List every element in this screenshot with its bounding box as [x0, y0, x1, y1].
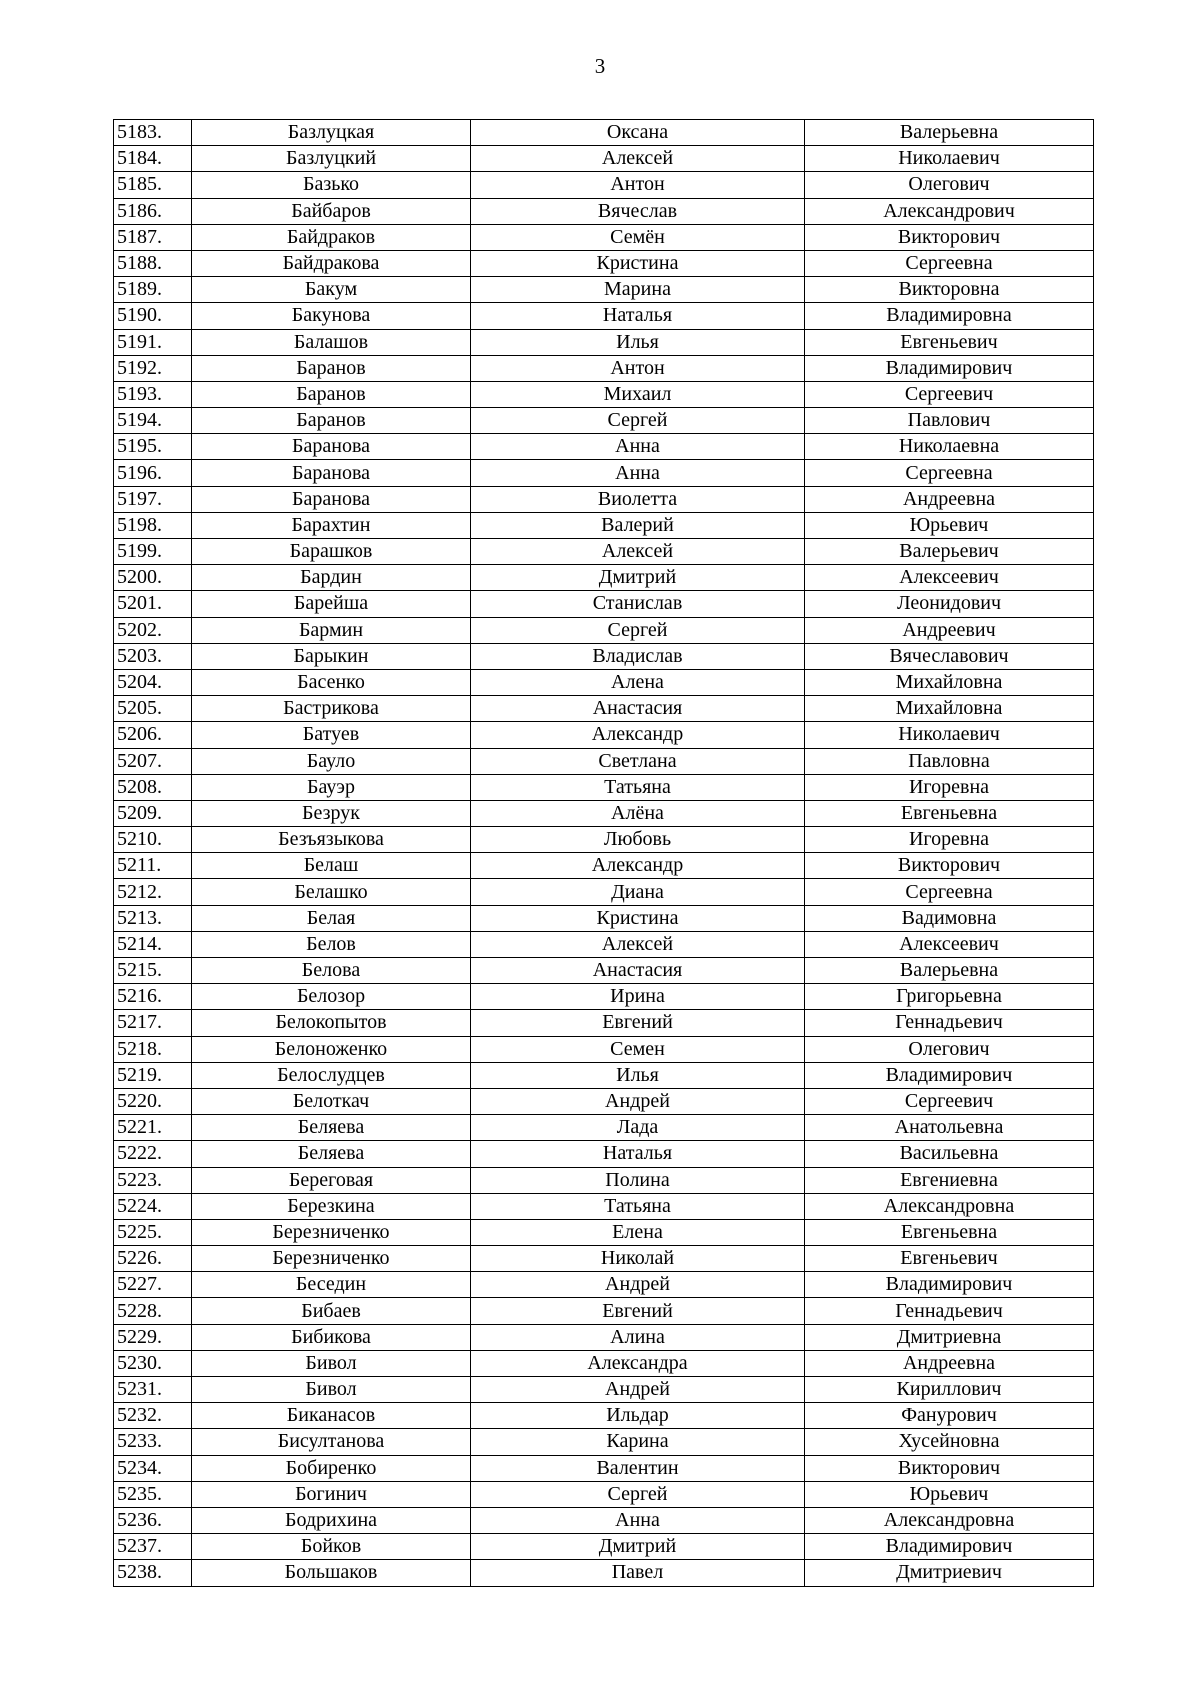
patronymic-cell: Евгениевна [805, 1167, 1094, 1193]
surname-cell: Барашков [192, 539, 471, 565]
table-row [114, 879, 1094, 905]
first-name-cell: Алёна [471, 800, 805, 826]
table-row [114, 381, 1094, 407]
table-row [114, 250, 1094, 276]
patronymic-cell: Валерьевна [805, 120, 1094, 146]
table-row [114, 1403, 1094, 1429]
patronymic-cell: Сергеевна [805, 250, 1094, 276]
patronymic-cell: Александрович [805, 198, 1094, 224]
patronymic-cell: Евгеньевна [805, 1219, 1094, 1245]
patronymic-cell: Александровна [805, 1507, 1094, 1533]
surname-cell: Баранов [192, 408, 471, 434]
surname-cell: Барейша [192, 591, 471, 617]
row-number-cell: 5203. [114, 643, 192, 669]
patronymic-cell: Кириллович [805, 1377, 1094, 1403]
patronymic-cell: Олегович [805, 172, 1094, 198]
surname-cell: Бардин [192, 565, 471, 591]
table-row [114, 355, 1094, 381]
first-name-cell: Антон [471, 355, 805, 381]
table-row [114, 1219, 1094, 1245]
patronymic-cell: Евгеньевна [805, 800, 1094, 826]
row-number-cell: 5231. [114, 1377, 192, 1403]
name-list-table [113, 119, 1094, 1587]
table-row [114, 984, 1094, 1010]
table-row [114, 853, 1094, 879]
patronymic-cell: Викторович [805, 1455, 1094, 1481]
first-name-cell: Станислав [471, 591, 805, 617]
first-name-cell: Николай [471, 1246, 805, 1272]
surname-cell: Белов [192, 931, 471, 957]
surname-cell: Береговая [192, 1167, 471, 1193]
surname-cell: Бастрикова [192, 696, 471, 722]
first-name-cell: Михаил [471, 381, 805, 407]
row-number-cell: 5206. [114, 722, 192, 748]
row-number-cell: 5236. [114, 1507, 192, 1533]
table-row [114, 905, 1094, 931]
surname-cell: Бауэр [192, 774, 471, 800]
row-number-cell: 5230. [114, 1350, 192, 1376]
first-name-cell: Алексей [471, 539, 805, 565]
table-row [114, 1167, 1094, 1193]
first-name-cell: Дмитрий [471, 565, 805, 591]
row-number-cell: 5208. [114, 774, 192, 800]
row-number-cell: 5234. [114, 1455, 192, 1481]
first-name-cell: Оксана [471, 120, 805, 146]
table-row [114, 591, 1094, 617]
surname-cell: Байбаров [192, 198, 471, 224]
first-name-cell: Марина [471, 277, 805, 303]
row-number-cell: 5215. [114, 958, 192, 984]
row-number-cell: 5200. [114, 565, 192, 591]
surname-cell: Барахтин [192, 512, 471, 538]
surname-cell: Бодрихина [192, 1507, 471, 1533]
first-name-cell: Илья [471, 329, 805, 355]
table-row [114, 1246, 1094, 1272]
table-row [114, 1193, 1094, 1219]
first-name-cell: Сергей [471, 617, 805, 643]
patronymic-cell: Юрьевич [805, 512, 1094, 538]
surname-cell: Богинич [192, 1481, 471, 1507]
table-row [114, 1062, 1094, 1088]
surname-cell: Большаков [192, 1560, 471, 1586]
patronymic-cell: Вадимовна [805, 905, 1094, 931]
table-row [114, 408, 1094, 434]
patronymic-cell: Михайловна [805, 669, 1094, 695]
row-number-cell: 5237. [114, 1534, 192, 1560]
surname-cell: Безъязыкова [192, 827, 471, 853]
row-number-cell: 5202. [114, 617, 192, 643]
patronymic-cell: Анатольевна [805, 1115, 1094, 1141]
first-name-cell: Анна [471, 460, 805, 486]
row-number-cell: 5219. [114, 1062, 192, 1088]
table-row [114, 800, 1094, 826]
surname-cell: Безрук [192, 800, 471, 826]
row-number-cell: 5212. [114, 879, 192, 905]
table-row [114, 643, 1094, 669]
row-number-cell: 5185. [114, 172, 192, 198]
row-number-cell: 5184. [114, 146, 192, 172]
first-name-cell: Илья [471, 1062, 805, 1088]
first-name-cell: Наталья [471, 1141, 805, 1167]
table-row [114, 1088, 1094, 1114]
first-name-cell: Алексей [471, 931, 805, 957]
row-number-cell: 5190. [114, 303, 192, 329]
patronymic-cell: Андреевич [805, 617, 1094, 643]
first-name-cell: Кристина [471, 905, 805, 931]
first-name-cell: Валентин [471, 1455, 805, 1481]
first-name-cell: Сергей [471, 408, 805, 434]
row-number-cell: 5186. [114, 198, 192, 224]
first-name-cell: Карина [471, 1429, 805, 1455]
patronymic-cell: Вячеславович [805, 643, 1094, 669]
row-number-cell: 5192. [114, 355, 192, 381]
table-row [114, 827, 1094, 853]
surname-cell: Бауло [192, 748, 471, 774]
first-name-cell: Сергей [471, 1481, 805, 1507]
row-number-cell: 5194. [114, 408, 192, 434]
table-row [114, 958, 1094, 984]
surname-cell: Бармин [192, 617, 471, 643]
table-row [114, 722, 1094, 748]
table-row [114, 1324, 1094, 1350]
first-name-cell: Евгений [471, 1298, 805, 1324]
table-row [114, 329, 1094, 355]
first-name-cell: Александр [471, 722, 805, 748]
surname-cell: Баранова [192, 434, 471, 460]
patronymic-cell: Фанурович [805, 1403, 1094, 1429]
name-list-body [114, 120, 1094, 1587]
table-row [114, 512, 1094, 538]
table-row [114, 1560, 1094, 1586]
row-number-cell: 5205. [114, 696, 192, 722]
patronymic-cell: Евгеньевич [805, 1246, 1094, 1272]
first-name-cell: Семён [471, 224, 805, 250]
first-name-cell: Антон [471, 172, 805, 198]
patronymic-cell: Игоревна [805, 827, 1094, 853]
patronymic-cell: Валерьевич [805, 539, 1094, 565]
table-row [114, 748, 1094, 774]
patronymic-cell: Павловна [805, 748, 1094, 774]
surname-cell: Баранова [192, 486, 471, 512]
patronymic-cell: Михайловна [805, 696, 1094, 722]
patronymic-cell: Владимирович [805, 1062, 1094, 1088]
surname-cell: Байдракова [192, 250, 471, 276]
patronymic-cell: Сергеевич [805, 1088, 1094, 1114]
surname-cell: Белова [192, 958, 471, 984]
first-name-cell: Александра [471, 1350, 805, 1376]
table-row [114, 1534, 1094, 1560]
first-name-cell: Владислав [471, 643, 805, 669]
surname-cell: Белашко [192, 879, 471, 905]
patronymic-cell: Владимирович [805, 1272, 1094, 1298]
row-number-cell: 5214. [114, 931, 192, 957]
patronymic-cell: Алексеевич [805, 931, 1094, 957]
surname-cell: Белозор [192, 984, 471, 1010]
patronymic-cell: Геннадьевич [805, 1010, 1094, 1036]
table-row [114, 565, 1094, 591]
surname-cell: Бибикова [192, 1324, 471, 1350]
table-row [114, 931, 1094, 957]
first-name-cell: Алена [471, 669, 805, 695]
table-row [114, 1350, 1094, 1376]
patronymic-cell: Владимирович [805, 355, 1094, 381]
table-row [114, 696, 1094, 722]
table-row [114, 172, 1094, 198]
row-number-cell: 5216. [114, 984, 192, 1010]
patronymic-cell: Олегович [805, 1036, 1094, 1062]
surname-cell: Басенко [192, 669, 471, 695]
surname-cell: Биканасов [192, 1403, 471, 1429]
surname-cell: Березкина [192, 1193, 471, 1219]
row-number-cell: 5211. [114, 853, 192, 879]
first-name-cell: Татьяна [471, 774, 805, 800]
first-name-cell: Дмитрий [471, 1534, 805, 1560]
surname-cell: Баранова [192, 460, 471, 486]
surname-cell: Бобиренко [192, 1455, 471, 1481]
surname-cell: Березниченко [192, 1219, 471, 1245]
surname-cell: Белоноженко [192, 1036, 471, 1062]
surname-cell: Байдраков [192, 224, 471, 250]
surname-cell: Баранов [192, 355, 471, 381]
first-name-cell: Анастасия [471, 958, 805, 984]
patronymic-cell: Юрьевич [805, 1481, 1094, 1507]
table-row [114, 198, 1094, 224]
first-name-cell: Евгений [471, 1010, 805, 1036]
first-name-cell: Анастасия [471, 696, 805, 722]
table-row [114, 434, 1094, 460]
surname-cell: Бакунова [192, 303, 471, 329]
table-row [114, 277, 1094, 303]
patronymic-cell: Валерьевна [805, 958, 1094, 984]
first-name-cell: Елена [471, 1219, 805, 1245]
table-row [114, 224, 1094, 250]
first-name-cell: Андрей [471, 1088, 805, 1114]
row-number-cell: 5204. [114, 669, 192, 695]
patronymic-cell: Николаевич [805, 146, 1094, 172]
row-number-cell: 5225. [114, 1219, 192, 1245]
table-row [114, 303, 1094, 329]
row-number-cell: 5188. [114, 250, 192, 276]
row-number-cell: 5220. [114, 1088, 192, 1114]
first-name-cell: Ильдар [471, 1403, 805, 1429]
table-row [114, 669, 1094, 695]
patronymic-cell: Александровна [805, 1193, 1094, 1219]
row-number-cell: 5210. [114, 827, 192, 853]
table-row [114, 1377, 1094, 1403]
table-row [114, 120, 1094, 146]
table-row [114, 1481, 1094, 1507]
patronymic-cell: Андреевна [805, 1350, 1094, 1376]
surname-cell: Беседин [192, 1272, 471, 1298]
table-row [114, 1272, 1094, 1298]
row-number-cell: 5201. [114, 591, 192, 617]
surname-cell: Балашов [192, 329, 471, 355]
patronymic-cell: Николаевна [805, 434, 1094, 460]
row-number-cell: 5232. [114, 1403, 192, 1429]
row-number-cell: 5189. [114, 277, 192, 303]
patronymic-cell: Владимирович [805, 1534, 1094, 1560]
surname-cell: Белоткач [192, 1088, 471, 1114]
page-number: 3 [594, 54, 606, 78]
row-number-cell: 5195. [114, 434, 192, 460]
patronymic-cell: Сергеевич [805, 381, 1094, 407]
first-name-cell: Алина [471, 1324, 805, 1350]
patronymic-cell: Сергеевна [805, 879, 1094, 905]
patronymic-cell: Хусейновна [805, 1429, 1094, 1455]
surname-cell: Белаш [192, 853, 471, 879]
table-row [114, 539, 1094, 565]
patronymic-cell: Геннадьевич [805, 1298, 1094, 1324]
first-name-cell: Светлана [471, 748, 805, 774]
row-number-cell: 5233. [114, 1429, 192, 1455]
row-number-cell: 5229. [114, 1324, 192, 1350]
patronymic-cell: Алексеевич [805, 565, 1094, 591]
row-number-cell: 5213. [114, 905, 192, 931]
patronymic-cell: Васильевна [805, 1141, 1094, 1167]
patronymic-cell: Викторович [805, 853, 1094, 879]
surname-cell: Баранов [192, 381, 471, 407]
row-number-cell: 5218. [114, 1036, 192, 1062]
patronymic-cell: Евгеньевич [805, 329, 1094, 355]
first-name-cell: Виолетта [471, 486, 805, 512]
surname-cell: Барыкин [192, 643, 471, 669]
table-row [114, 1298, 1094, 1324]
patronymic-cell: Андреевна [805, 486, 1094, 512]
table-row [114, 1507, 1094, 1533]
row-number-cell: 5187. [114, 224, 192, 250]
row-number-cell: 5193. [114, 381, 192, 407]
surname-cell: Бибаев [192, 1298, 471, 1324]
row-number-cell: 5235. [114, 1481, 192, 1507]
first-name-cell: Андрей [471, 1377, 805, 1403]
row-number-cell: 5209. [114, 800, 192, 826]
first-name-cell: Вячеслав [471, 198, 805, 224]
first-name-cell: Анна [471, 434, 805, 460]
table-row [114, 1010, 1094, 1036]
row-number-cell: 5183. [114, 120, 192, 146]
row-number-cell: 5226. [114, 1246, 192, 1272]
row-number-cell: 5222. [114, 1141, 192, 1167]
surname-cell: Бивол [192, 1350, 471, 1376]
surname-cell: Бакум [192, 277, 471, 303]
patronymic-cell: Дмитриевич [805, 1560, 1094, 1586]
row-number-cell: 5224. [114, 1193, 192, 1219]
first-name-cell: Диана [471, 879, 805, 905]
first-name-cell: Павел [471, 1560, 805, 1586]
surname-cell: Беляева [192, 1115, 471, 1141]
table-row [114, 1141, 1094, 1167]
patronymic-cell: Дмитриевна [805, 1324, 1094, 1350]
table-row [114, 1429, 1094, 1455]
row-number-cell: 5196. [114, 460, 192, 486]
surname-cell: Березниченко [192, 1246, 471, 1272]
patronymic-cell: Леонидович [805, 591, 1094, 617]
surname-cell: Базлуцкий [192, 146, 471, 172]
table-row [114, 460, 1094, 486]
surname-cell: Базько [192, 172, 471, 198]
surname-cell: Бойков [192, 1534, 471, 1560]
surname-cell: Белослудцев [192, 1062, 471, 1088]
patronymic-cell: Павлович [805, 408, 1094, 434]
row-number-cell: 5207. [114, 748, 192, 774]
first-name-cell: Ирина [471, 984, 805, 1010]
first-name-cell: Валерий [471, 512, 805, 538]
first-name-cell: Полина [471, 1167, 805, 1193]
patronymic-cell: Николаевич [805, 722, 1094, 748]
first-name-cell: Лада [471, 1115, 805, 1141]
surname-cell: Белокопытов [192, 1010, 471, 1036]
row-number-cell: 5198. [114, 512, 192, 538]
first-name-cell: Любовь [471, 827, 805, 853]
first-name-cell: Александр [471, 853, 805, 879]
table-row [114, 486, 1094, 512]
surname-cell: Беляева [192, 1141, 471, 1167]
row-number-cell: 5191. [114, 329, 192, 355]
surname-cell: Бисултанова [192, 1429, 471, 1455]
row-number-cell: 5223. [114, 1167, 192, 1193]
patronymic-cell: Григорьевна [805, 984, 1094, 1010]
table-row [114, 774, 1094, 800]
surname-cell: Батуев [192, 722, 471, 748]
patronymic-cell: Игоревна [805, 774, 1094, 800]
table-row [114, 617, 1094, 643]
row-number-cell: 5228. [114, 1298, 192, 1324]
patronymic-cell: Викторовна [805, 277, 1094, 303]
surname-cell: Белая [192, 905, 471, 931]
first-name-cell: Кристина [471, 250, 805, 276]
first-name-cell: Татьяна [471, 1193, 805, 1219]
first-name-cell: Анна [471, 1507, 805, 1533]
row-number-cell: 5221. [114, 1115, 192, 1141]
table-row [114, 146, 1094, 172]
patronymic-cell: Владимировна [805, 303, 1094, 329]
table-row [114, 1036, 1094, 1062]
first-name-cell: Наталья [471, 303, 805, 329]
table-row [114, 1115, 1094, 1141]
row-number-cell: 5238. [114, 1560, 192, 1586]
row-number-cell: 5197. [114, 486, 192, 512]
first-name-cell: Семен [471, 1036, 805, 1062]
patronymic-cell: Сергеевна [805, 460, 1094, 486]
surname-cell: Бивол [192, 1377, 471, 1403]
first-name-cell: Алексей [471, 146, 805, 172]
row-number-cell: 5217. [114, 1010, 192, 1036]
row-number-cell: 5227. [114, 1272, 192, 1298]
patronymic-cell: Викторович [805, 224, 1094, 250]
table-row [114, 1455, 1094, 1481]
first-name-cell: Андрей [471, 1272, 805, 1298]
surname-cell: Базлуцкая [192, 120, 471, 146]
row-number-cell: 5199. [114, 539, 192, 565]
